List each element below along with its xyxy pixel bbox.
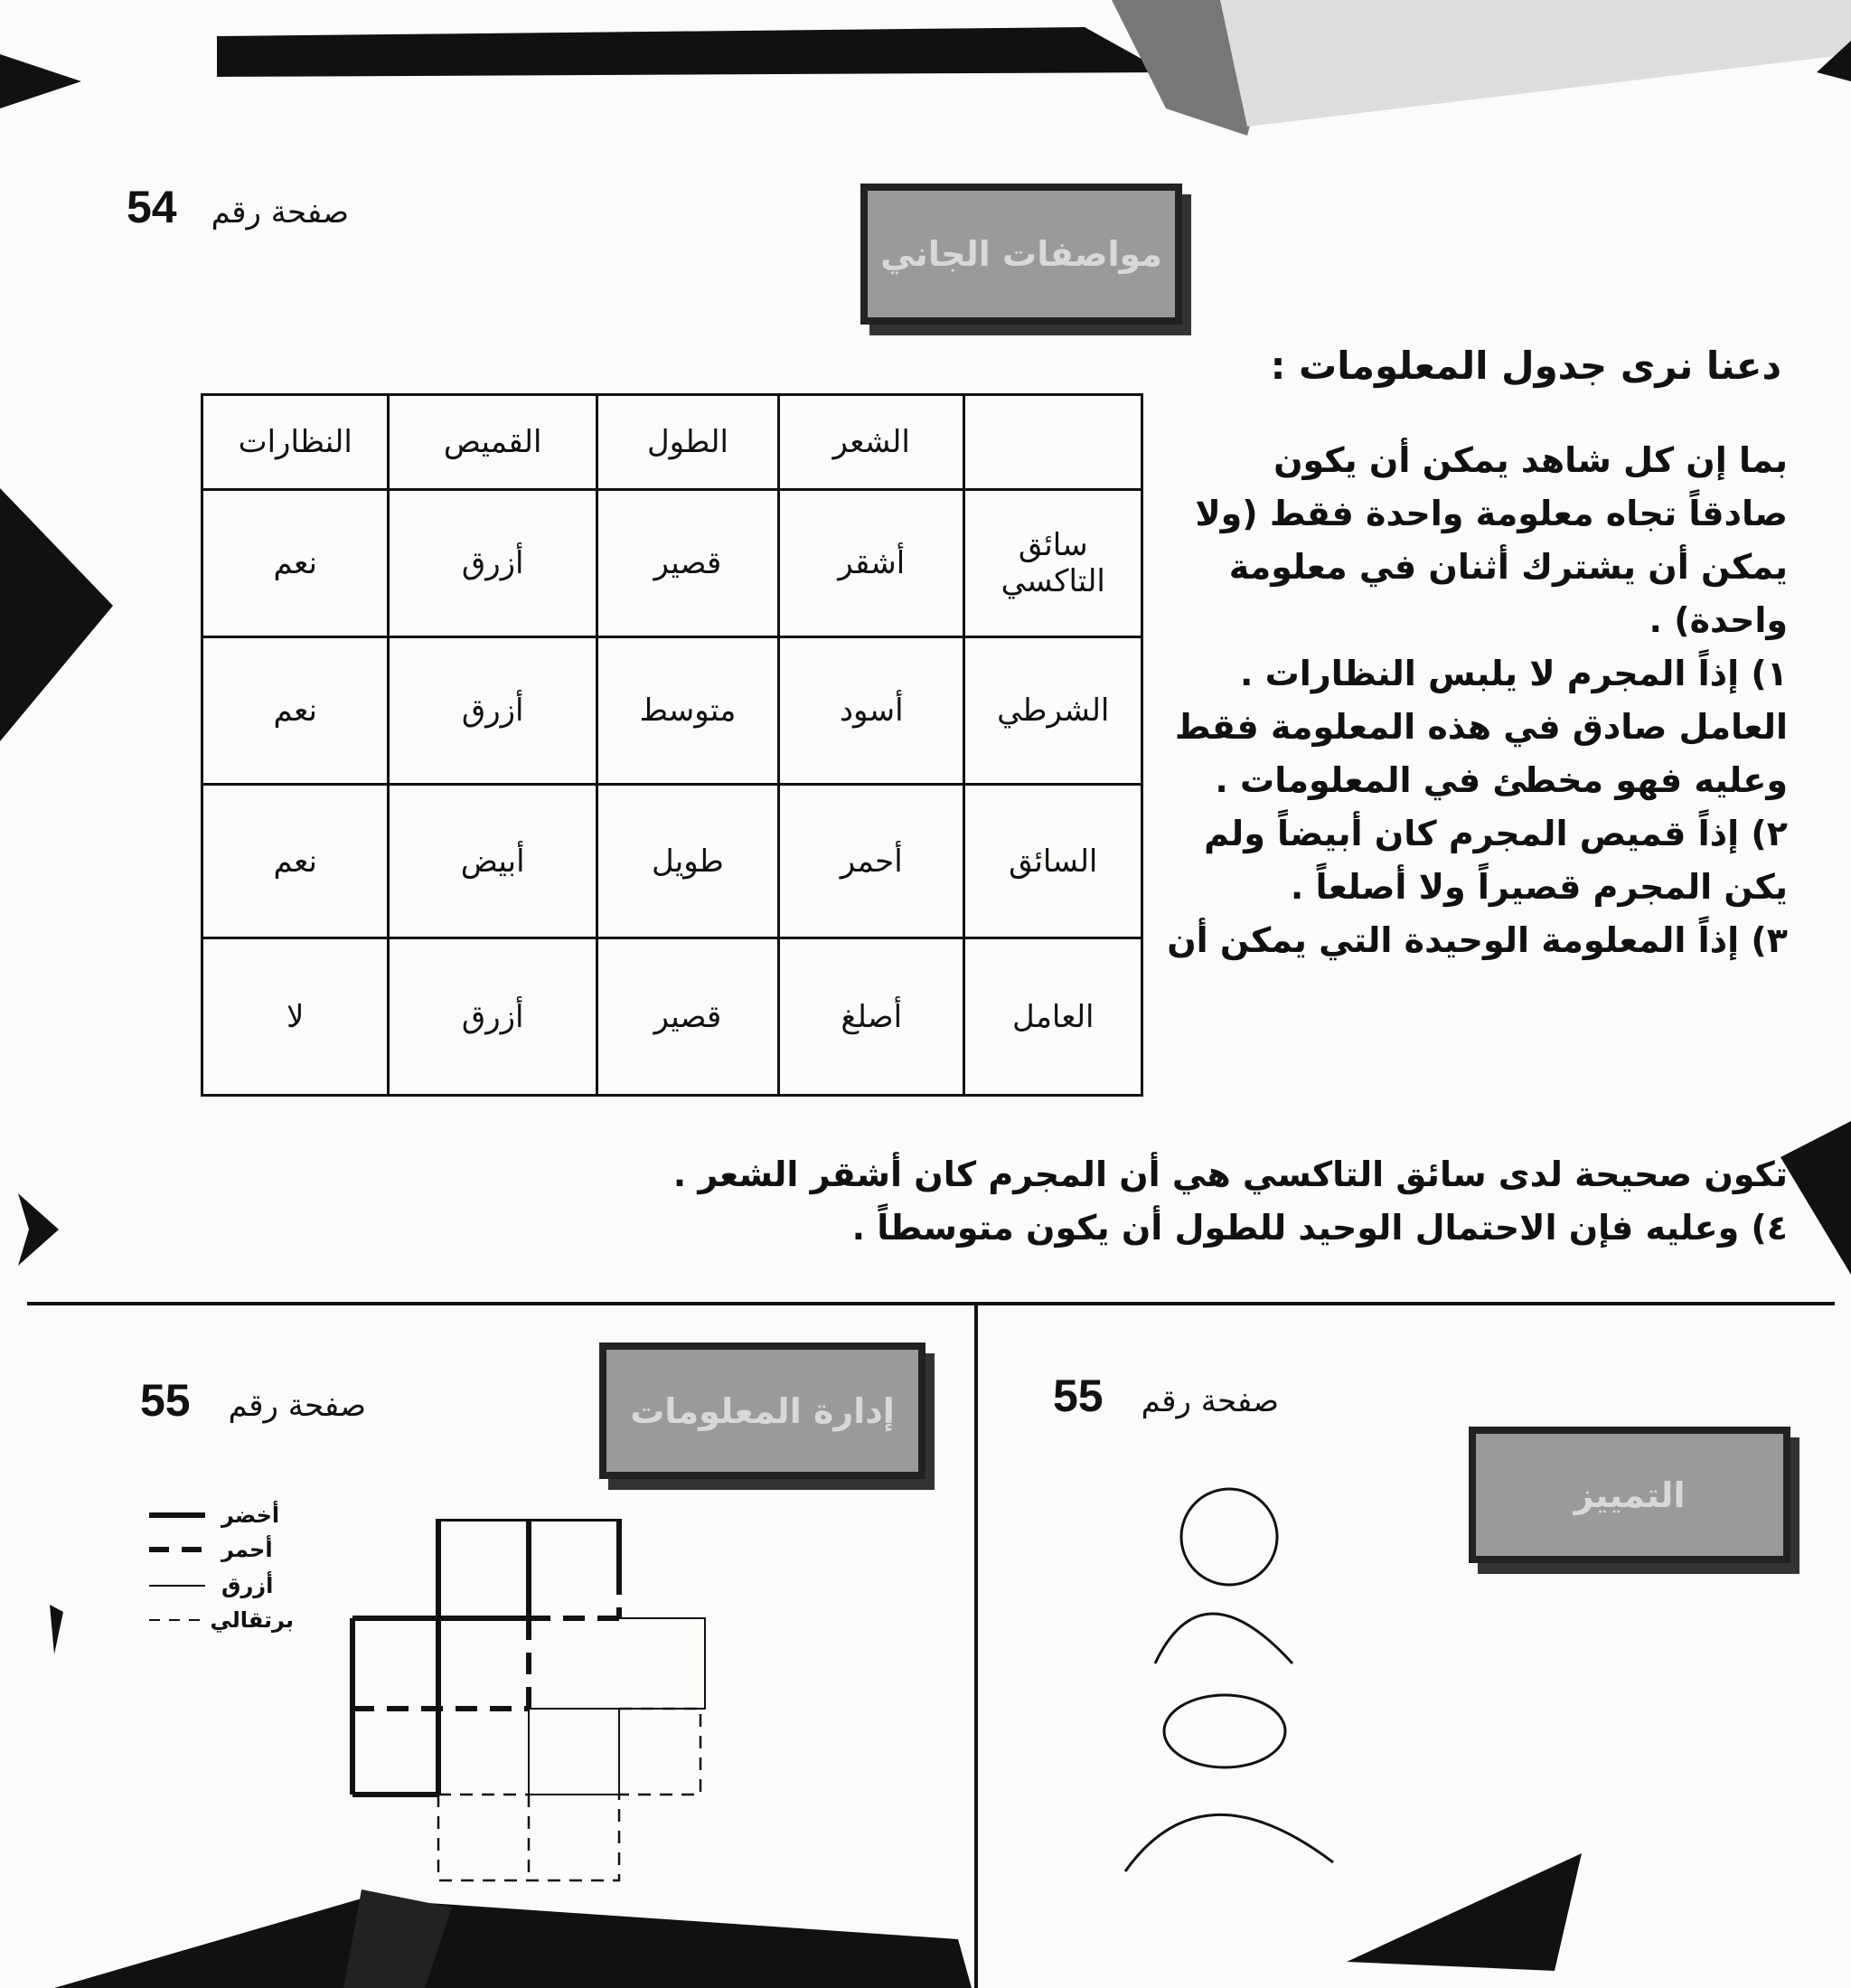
text-line: بما إن كل شاهد يمكن أن يكون bbox=[1273, 440, 1788, 480]
title-box-distinction bbox=[1469, 1427, 1790, 1563]
table-cell: متوسط bbox=[597, 637, 778, 785]
text-line: العامل صادق في هذه المعلومة فقط bbox=[1174, 707, 1788, 747]
right-edge-decoration bbox=[1781, 1121, 1851, 1284]
grid-puzzle-figure bbox=[343, 1519, 714, 1889]
table-header-cell: القميص bbox=[389, 395, 597, 490]
table-cell: السائق bbox=[964, 785, 1142, 938]
table-cell: نعم bbox=[202, 490, 389, 637]
legend-item-green bbox=[149, 1503, 294, 1528]
table-cell: أحمر bbox=[778, 785, 964, 938]
table-cell: لا bbox=[202, 938, 389, 1096]
legend-swatch-thick-dashed bbox=[149, 1540, 212, 1559]
table-cell: طويل bbox=[597, 785, 778, 938]
table-cell: سائق التاكسي bbox=[964, 490, 1142, 637]
table-cell: قصير bbox=[597, 490, 778, 637]
horizontal-divider bbox=[27, 1302, 1835, 1305]
table-row bbox=[202, 938, 1142, 1096]
title-box-text: مواصفات الجاني bbox=[880, 234, 1162, 274]
title-box-text: إدارة المعلومات bbox=[630, 1390, 895, 1431]
text-line: ٤) وعليه فإن الاحتمال الوحيد للطول أن يكون متوسطاً . bbox=[851, 1208, 1788, 1248]
table-cell: أزرق bbox=[389, 637, 597, 785]
text-line: صادقاً تجاه معلومة واحدة فقط (ولا bbox=[1195, 494, 1788, 533]
legend-label: برتقالي bbox=[210, 1607, 294, 1633]
table-cell: أبيض bbox=[389, 785, 597, 938]
legend-item-red bbox=[149, 1537, 294, 1562]
table-header-row bbox=[202, 395, 1142, 490]
table-cell: أزرق bbox=[389, 938, 597, 1096]
text-line: وعليه فهو مخطئ في المعلومات . bbox=[1215, 760, 1788, 800]
table-header-cell: الطول bbox=[597, 395, 778, 490]
explanation-wide bbox=[522, 1148, 1788, 1255]
title-box-information-management bbox=[599, 1343, 926, 1479]
page-number-value: 54 bbox=[127, 182, 177, 232]
legend-label: أخضر bbox=[221, 1503, 280, 1528]
table-cell: أسود bbox=[778, 637, 964, 785]
page-number-value: 55 bbox=[1053, 1371, 1104, 1421]
table-cell: أزرق bbox=[389, 490, 597, 637]
page-number-value: 55 bbox=[140, 1375, 191, 1426]
table-cell: الشرطي bbox=[964, 637, 1142, 785]
explanation-narrow bbox=[1137, 434, 1788, 967]
text-line: يمكن أن يشترك أثنان في معلومة bbox=[1228, 547, 1788, 587]
info-table bbox=[201, 393, 1143, 1097]
table-row bbox=[202, 490, 1142, 637]
legend-label: أحمر bbox=[221, 1537, 273, 1562]
table-cell: نعم bbox=[202, 637, 389, 785]
text-line: واحدة) . bbox=[1649, 600, 1788, 640]
page-number-55-right bbox=[1053, 1370, 1279, 1422]
left-small-mark-decoration bbox=[41, 1605, 68, 1659]
table-header-cell bbox=[964, 395, 1142, 490]
table-header-cell: النظارات bbox=[202, 395, 389, 490]
text-line: يكن المجرم قصيراً ولا أصلعاً . bbox=[1290, 867, 1788, 907]
page-number-54 bbox=[127, 181, 349, 233]
bottom-decoration bbox=[0, 1853, 1851, 1988]
legend-swatch-thick-solid bbox=[149, 1506, 212, 1524]
table-header-cell: الشعر bbox=[778, 395, 964, 490]
text-line: تكون صحيحة لدى سائق التاكسي هي أن المجرم كان أشقر الشعر . bbox=[672, 1154, 1788, 1194]
text-line: ٣) إذاً المعلومة الوحيدة التي يمكن أن bbox=[1167, 920, 1788, 960]
table-cell: العامل bbox=[964, 938, 1142, 1096]
page-number-label: صفحة رقم bbox=[1141, 1383, 1279, 1419]
legend-label: أزرق bbox=[221, 1573, 274, 1598]
legend-item-blue bbox=[149, 1573, 294, 1598]
table-cell: قصير bbox=[597, 938, 778, 1096]
legend-item-orange bbox=[149, 1607, 294, 1633]
shapes-figure bbox=[1112, 1483, 1365, 1917]
table-cell: أصلغ bbox=[778, 938, 964, 1096]
text-line: ٢) إذاً قميص المجرم كان أبيضاً ولم bbox=[1204, 814, 1788, 853]
table-row bbox=[202, 785, 1142, 938]
table-cell: أشقر bbox=[778, 490, 964, 637]
section-heading: دعنا نرى جدول المعلومات : bbox=[1270, 344, 1781, 388]
title-box-text: التمييز bbox=[1574, 1475, 1686, 1515]
legend-swatch-thin-solid bbox=[149, 1577, 212, 1595]
left-arrow-decoration bbox=[18, 1193, 63, 1266]
table-row bbox=[202, 637, 1142, 785]
page-number-label: صفحة رقم bbox=[228, 1388, 366, 1424]
page-number-55-left bbox=[140, 1374, 366, 1427]
table-cell: نعم bbox=[202, 785, 389, 938]
top-decoration bbox=[0, 0, 1851, 181]
left-triangle-decoration bbox=[0, 488, 127, 759]
text-line: ١) إذاً المجرم لا يلبس النظارات . bbox=[1239, 654, 1788, 693]
page-number-label: صفحة رقم bbox=[211, 194, 349, 231]
title-box-suspect-description bbox=[860, 184, 1182, 325]
legend-swatch-thin-dashed bbox=[149, 1611, 212, 1629]
